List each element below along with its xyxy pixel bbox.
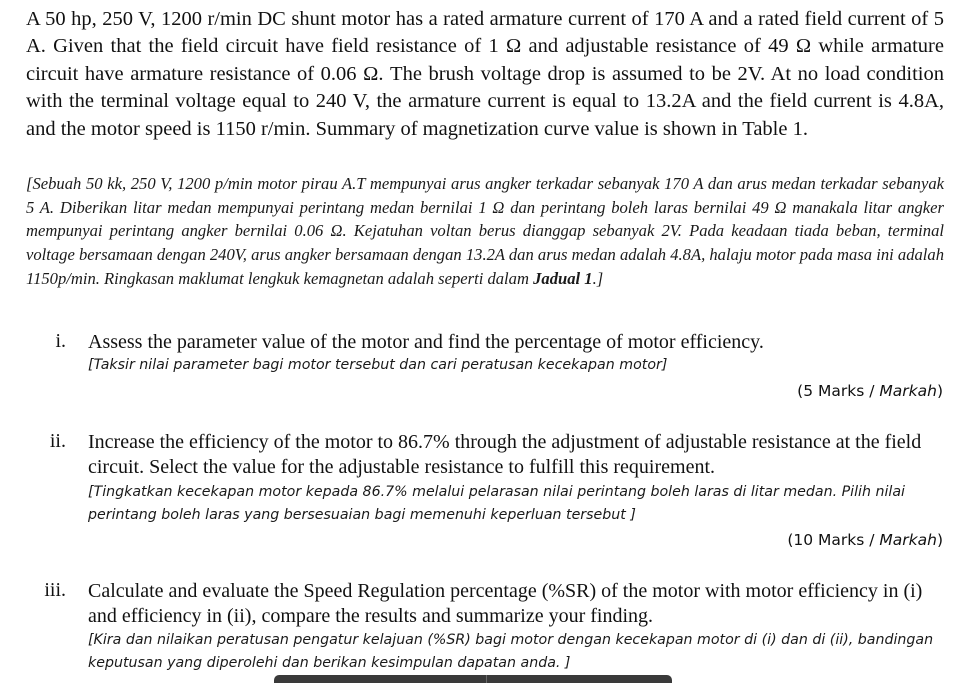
marks-label (787, 531, 943, 549)
question-malay: [Taksir nilai parameter bagi motor tersebut dan cari peratusan kecekapan motor] (88, 357, 668, 373)
question-malay: [Tingkatkan kecekapan motor kepada 86.7% melalui pelarasan nilai perintang boleh laras di litar medan. Pilih nilai perintang boleh laras yang bersesuaian bagi memenuhi keperluan tersebut ] (88, 484, 905, 523)
question-number: i. (55, 330, 66, 352)
problem-statement-malay (26, 172, 944, 291)
toolbar-divider (486, 675, 487, 683)
question-english: Calculate and evaluate the Speed Regulation percentage (%SR) of the motor with motor efficiency in (i) and efficiency in (ii), compare the results and summarize your finding. (88, 580, 923, 627)
malay-statement-end: .] (592, 268, 604, 288)
question-malay: [Kira dan nilaikan peratusan pengatur kelajuan (%SR) bagi motor dengan kecekapan motor di (i) dan di (ii), bandingan keputusan yang diperolehi dan berikan kesimpulan dapatan anda. ] (88, 632, 934, 671)
question-english: Assess the parameter value of the motor and find the percentage of motor efficiency. (88, 331, 764, 353)
malay-statement-text: [Sebuah 50 kk, 250 V, 1200 p/min motor pirau A.T mempunyai arus angker terkadar sebanyak 170 A dan arus medan terkadar sebanyak 5 A. Diberikan litar medan mempunyai perintang medan bernilai 1 Ω dan perintang boleh laras bernilai 49 Ω manakala litar angker mempunyai perintang angker bernilai 0.06 Ω. Kejatuhan voltan berus dianggap sebanyak 2V. Pada keadaan tiada beban, terminal voltage bersamaan dengan 240V, arus angker bersamaan dengan 13.2A dan arus medan adalah 4.8A, halaju motor pada masa ini adalah 1150p/min. Ringkasan maklumat lengkuk kemagnetan adalah seperti dalam (26, 174, 945, 288)
marks-malay: Markah (879, 531, 937, 549)
bottom-toolbar[interactable] (274, 675, 672, 683)
marks-label (797, 382, 943, 400)
question-number: ii. (49, 430, 66, 452)
question-number: iii. (44, 579, 66, 601)
marks-text: (10 Marks / (787, 531, 880, 549)
question-english: Increase the efficiency of the motor to 86.7% through the adjustment of adjustable resistance at the field circuit. Select the value for the adjustable resistance to fulfill this requirement. (88, 431, 922, 478)
table-reference: Jadual 1 (533, 268, 593, 288)
marks-malay: Markah (879, 382, 937, 400)
problem-statement-english: A 50 hp, 250 V, 1200 r/min DC shunt motor has a rated armature current of 170 A and a rated field current of 5 A. Given that the field circuit have field resistance of 1 Ω and adjustable resistance of 49 Ω while armature circuit have armature resistance of 0.06 Ω. The brush voltage drop is assumed to be 2V. At no load condition with the terminal voltage equal to 240 V, the armature current is equal to 13.2A and the field current is 4.8A, and the motor speed is 1150 r/min. Summary of magnetization curve value is shown in Table 1. (26, 8, 944, 140)
marks-text: (5 Marks / (797, 382, 880, 400)
marks-close: ) (936, 531, 943, 549)
marks-close: ) (936, 382, 943, 400)
